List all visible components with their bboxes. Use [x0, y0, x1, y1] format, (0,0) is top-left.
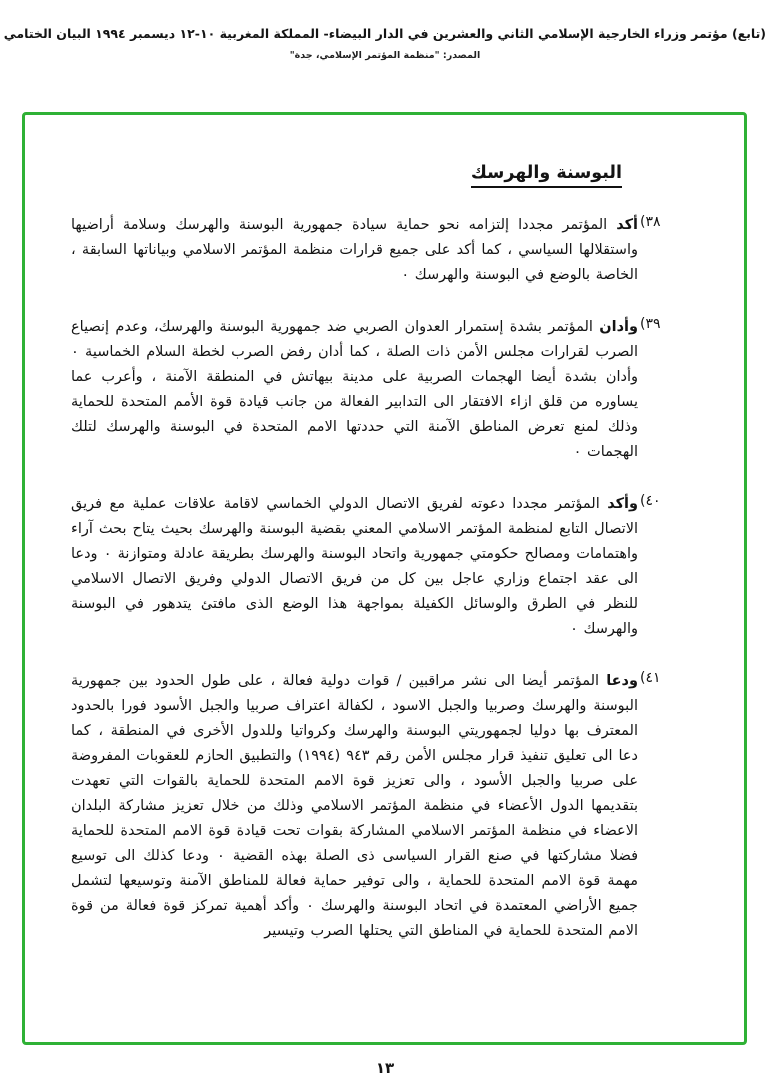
paragraph-number: (٤٠ [640, 493, 661, 509]
header-source: المصدر: "منظمة المؤتمر الإسلامي، جدة" [289, 50, 481, 61]
scanned-page-frame [22, 112, 747, 1045]
paragraph-text [71, 213, 638, 288]
paragraph-41 [71, 669, 688, 944]
page-number: ١٣ [375, 1059, 395, 1077]
paragraph-39 [71, 315, 688, 465]
paragraph-number: (٣٩ [640, 316, 661, 332]
header-title: (تابع) مؤتمر وزراء الخارجية الإسلامي الثاني والعشرين في الدار البيضاء- المملكة المغربية ١٠-١٢ ديسمبر ١٩٩٤ البيان الختامي [3, 26, 766, 41]
paragraph-lead-word: ودعا [606, 673, 639, 689]
section-title-text: البوسنة والهرسك [471, 163, 622, 188]
document-header [0, 0, 770, 61]
paragraph-text [71, 315, 638, 465]
paragraph-number: (٣٨ [640, 214, 661, 230]
paragraph-text [71, 669, 638, 944]
paragraph-body: المؤتمر مجددا إلتزامه نحو حماية سيادة جمهورية البوسنة والهرسك وسلامة أراضيها واستقلالها السياسي ، كما أكد على جميع قرارات منظمة المؤتمر الاسلامي وبياناتها السابقة ، الخاصة بالوضع في البوسنة والهرسك ٠ [71, 217, 638, 283]
paragraph-number: (٤١ [640, 670, 661, 686]
paragraph-lead-word: وأدان [599, 319, 638, 335]
paragraph-body: المؤتمر مجددا دعوته لفريق الاتصال الدولي الخماسي لاقامة علاقات عملية مع فريق الاتصال التابع لمنظمة المؤتمر الاسلامي المعني بقضية البوسنة والهرسك بحيث يتاح بحث آراء واهتمامات ومصالح حكومتي جمهورية واتحاد البوسنة والهرسك بطريقة عادلة ومتوازنة ٠ ودعا الى عقد اجتماع وزاري عاجل بين كل من فريق الاتصال الدولي وفريق الاتصال الاسلامي للنظر في الطرق والوسائل الكفيلة بمواجهة هذا الوضع الذى مافتئ يتدهور في البوسنة والهرسك ٠ [71, 496, 638, 637]
paragraph-lead-word: أكد [616, 217, 639, 233]
paragraph-40 [71, 492, 688, 642]
paragraph-lead-word: وأكد [607, 496, 639, 512]
paragraph-body: المؤتمر أيضا الى نشر مراقبين / قوات دولية فعالة ، على طول الحدود بين جمهورية البوسنة والهرسك وصربيا والجبل الاسود ، لكفالة اعتراف صربيا والجبل الأسود فورا بالحدود المعترف بها دوليا لجمهوريتي البوسنة والهرسك وكرواتيا وللدول الأخرى في المنطقة ، كما دعا الى تعليق تنفيذ قرار مجلس الأمن رقم ٩٤٣ (١٩٩٤) والتطبيق الحازم للعقوبات المفروضة على صربيا والجبل الأسود ، والى تعزيز قوة الامم المتحدة للحماية بالقوات التي تعهدت بتقديمها الدول الأعضاء في منظمة المؤتمر الاسلامي وذلك من خلال تعزيز مشاركة البلدان الاعضاء في منظمة المؤتمر الاسلامي المشاركة بقوات تحت قيادة قوة الامم المتحدة للحماية فضلا مشاركتها في صنع القرار السياسى ذى الصلة بهذه القضية ٠ ودعا كذلك الى توسيع مهمة قوة الامم المتحدة للحماية ، والى توفير حماية فعالة للمناطق الآمنة وتوسيعها لتشمل جميع الأراضي المعتمدة في اتحاد البوسنة والهرسك ٠ وأكد أهمية تمركز قوة فعالة من قوة الامم المتحدة للحماية في المناطق التي يحتلها الصرب وتيسير [71, 673, 639, 939]
paragraph-38 [71, 213, 688, 288]
paragraph-text [71, 492, 638, 642]
section-title [71, 163, 622, 183]
paragraph-body: المؤتمر بشدة إستمرار العدوان الصربي ضد جمهورية البوسنة والهرسك، وعدم إنصياع الصرب لقرارات مجلس الأمن ذات الصلة ، كما أدان رفض الصرب لخطة السلام الخماسية ٠ وأدان بشدة أيضا الهجمات الصربية على مدينة بيهاتش في المنطقة الآمنة ، وأعرب عما يساوره من قلق ازاء الافتقار الى التدابير الفعالة من جانب قيادة قوة الأمم المتحدة للحماية وذلك لمنع تعرض المناطق الآمنة التي حددتها الامم المتحدة في البوسنة والهرسك لتلك الهجمات ٠ [71, 319, 638, 460]
